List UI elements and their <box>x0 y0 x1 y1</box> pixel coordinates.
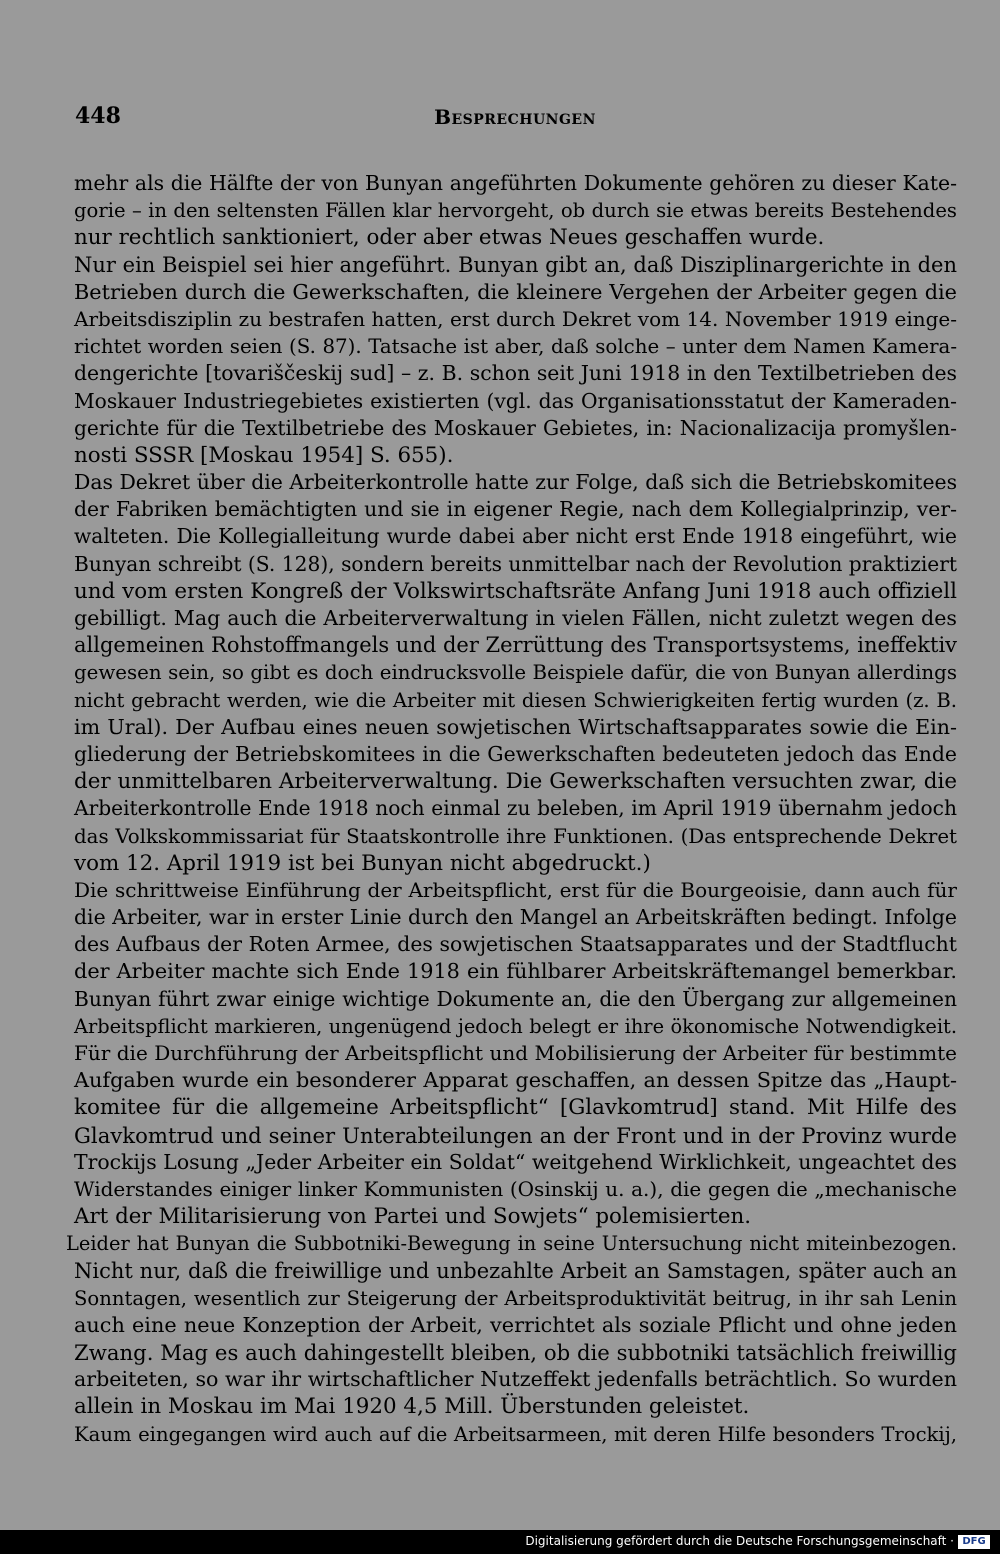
text-line: der Fabriken bemächtigten und sie in eigener Regie, nach dem Kollegialprinzip, ver- <box>74 497 957 522</box>
text-line: auch eine neue Konzeption der Arbeit, verrichtet als soziale Pflicht und ohne jeden <box>74 1312 957 1337</box>
text-line: allein in Moskau im Mai 1920 4,5 Mill. Überstunden geleistet. <box>74 1394 750 1420</box>
text-line: Zwang. Mag es auch dahingestellt bleiben, ob die subbotniki tatsächlich freiwillig <box>74 1340 957 1366</box>
text-line: nosti SSSR [Moskau 1954] S. 655). <box>74 442 454 468</box>
text-line: gorie – in den seltensten Fällen klar hervorgeht, ob durch sie etwas bereits Bestehendes <box>74 199 957 223</box>
text-line: des Aufbaus der Roten Armee, des sowjetischen Staatsapparates und der Stadtflucht <box>74 932 957 957</box>
text-line: der Arbeiter machte sich Ende 1918 ein fühlbarer Arbeitskräftemangel bemerkbar. <box>74 959 957 984</box>
text-line: allgemeinen Rohstoffmangels und der Zerrüttung des Transportsystems, ineffektiv <box>74 633 958 658</box>
dfg-logo: DFG <box>958 1535 990 1549</box>
text-line: die Arbeiter, war in erster Linie durch den Mangel an Arbeitskräften bedingt. Infolge <box>74 905 957 930</box>
text-line: im Ural). Der Aufbau eines neuen sowjetischen Wirtschaftsapparates sowie die Ein- <box>74 714 957 739</box>
footer-band <box>0 1530 1000 1554</box>
text-line: walteten. Die Kollegialleitung wurde dabei aber nicht erst Ende 1918 eingeführt, wie <box>74 524 957 549</box>
text-line: arbeiteten, so war ihr wirtschaftlicher Nutzeffekt jedenfalls beträchtlich. So wurden <box>74 1367 957 1392</box>
page-header <box>75 103 955 133</box>
text-line: Sonntagen, wesentlich zur Steigerung der Arbeitsproduktivität beitrug, in ihr sah Lenin <box>74 1286 957 1310</box>
text-line: richtet worden seien (S. 87). Tatsache ist aber, daß solche – unter dem Namen Kamera- <box>74 335 957 359</box>
text-line: Aufgaben wurde ein besonderer Apparat geschaffen, an dessen Spitze das „Haupt- <box>74 1068 957 1093</box>
text-line: Arbeitspflicht markieren, ungenügend jedoch belegt er ihre ökonomische Notwendigkeit. <box>74 1014 957 1038</box>
text-line: Arbeiterkontrolle Ende 1918 noch einmal zu beleben, im April 1919 übernahm jedoch <box>74 796 957 821</box>
text-line: Für die Durchführung der Arbeitspflicht und Mobilisierung der Arbeiter für bestimmte <box>74 1041 957 1065</box>
text-line: nur rechtlich sanktioniert, oder aber etwas Neues geschaffen wurde. <box>74 225 825 251</box>
text-line: Art der Militarisierung von Partei und Sowjets“ polemisierten. <box>74 1204 752 1230</box>
body-text <box>66 170 958 1448</box>
text-line: vom 12. April 1919 ist bei Bunyan nicht abgedruckt.) <box>74 850 651 876</box>
text-line: komitee für die allgemeine Arbeitspflicht“ [Glavkomtrud] stand. Mit Hilfe des <box>74 1095 957 1121</box>
text-line: gebilligt. Mag auch die Arbeiterverwaltung in vielen Fällen, nicht zuletzt wegen des <box>74 606 957 630</box>
text-line: Glavkomtrud und seiner Unterabteilungen an der Front und in der Provinz wurde <box>74 1122 957 1148</box>
text-line: Trockijs Losung „Jeder Arbeiter ein Soldat“ weitgehend Wirklichkeit, ungeachtet des <box>74 1149 957 1174</box>
text-line: und vom ersten Kongreß der Volkswirtschaftsräte Anfang Juni 1918 auch offiziell <box>74 578 957 604</box>
text-line: das Volkskommissariat für Staatskontrolle ihre Funktionen. (Das entsprechende Dekret <box>74 824 957 848</box>
text-line: mehr als die Hälfte der von Bunyan angeführten Dokumente gehören zu dieser Kate- <box>74 171 957 195</box>
text-line: gerichte für die Textilbetriebe des Moskauer Gebietes, in: Nacionalizacija promyšlen- <box>74 415 957 440</box>
text-line: Kaum eingegangen wird auch auf die Arbeitsarmeen, mit deren Hilfe besonders Trockij, <box>74 1422 957 1446</box>
text-line: dengerichte [tovariščeskij sud] – z. B. schon seit Juni 1918 in den Textilbetrieben des <box>74 361 957 386</box>
text-line: Nur ein Beispiel sei hier angeführt. Bunyan gibt an, daß Disziplinargerichte in den <box>74 252 957 277</box>
text-line: Widerstandes einiger linker Kommunisten (Osinskij u. a.), die gegen die „mechanische <box>74 1176 957 1201</box>
page-number: 448 <box>75 103 121 129</box>
text-line: der unmittelbaren Arbeiterverwaltung. Die Gewerkschaften versuchten zwar, die <box>74 769 957 795</box>
text-line: Arbeitsdisziplin zu bestrafen hatten, erst durch Dekret vom 14. November 1919 einge- <box>74 306 957 331</box>
text-line: gewesen sein, so gibt es doch eindrucksvolle Beispiele dafür, die von Bunyan allerdings <box>74 661 957 685</box>
funding-notice: Digitalisierung gefördert durch die Deutsche Forschungsgemeinschaft · <box>525 1534 954 1548</box>
text-line: Leider hat Bunyan die Subbotniki-Bewegung in seine Untersuchung nicht miteinbezogen. <box>66 1232 957 1256</box>
text-line: Die schrittweise Einführung der Arbeitspflicht, erst für die Bourgeoisie, dann auch für <box>74 877 957 902</box>
text-line: gliederung der Betriebskomitees in die Gewerkschaften bedeuteten jedoch das Ende <box>74 741 957 766</box>
text-line: Nicht nur, daß die freiwillige und unbezahlte Arbeit an Samstagen, später auch an <box>74 1258 957 1283</box>
text-line: Bunyan schreibt (S. 128), sondern bereits unmittelbar nach der Revolution praktiziert <box>74 551 957 576</box>
running-head: Besprechungen <box>434 105 596 129</box>
text-line: nicht gebracht werden, wie die Arbeiter mit diesen Schwierigkeiten fertig wurden (z. B. <box>74 688 957 712</box>
text-line: Bunyan führt zwar einige wichtige Dokumente an, die den Übergang zur allgemeinen <box>74 986 957 1011</box>
text-line: Betrieben durch die Gewerkschaften, die kleinere Vergehen der Arbeiter gegen die <box>74 279 957 304</box>
text-line: Das Dekret über die Arbeiterkontrolle hatte zur Folge, daß sich die Betriebskomitees <box>74 470 958 495</box>
text-line: Moskauer Industriegebietes existierten (vgl. das Organisationsstatut der Kameraden- <box>74 388 957 413</box>
